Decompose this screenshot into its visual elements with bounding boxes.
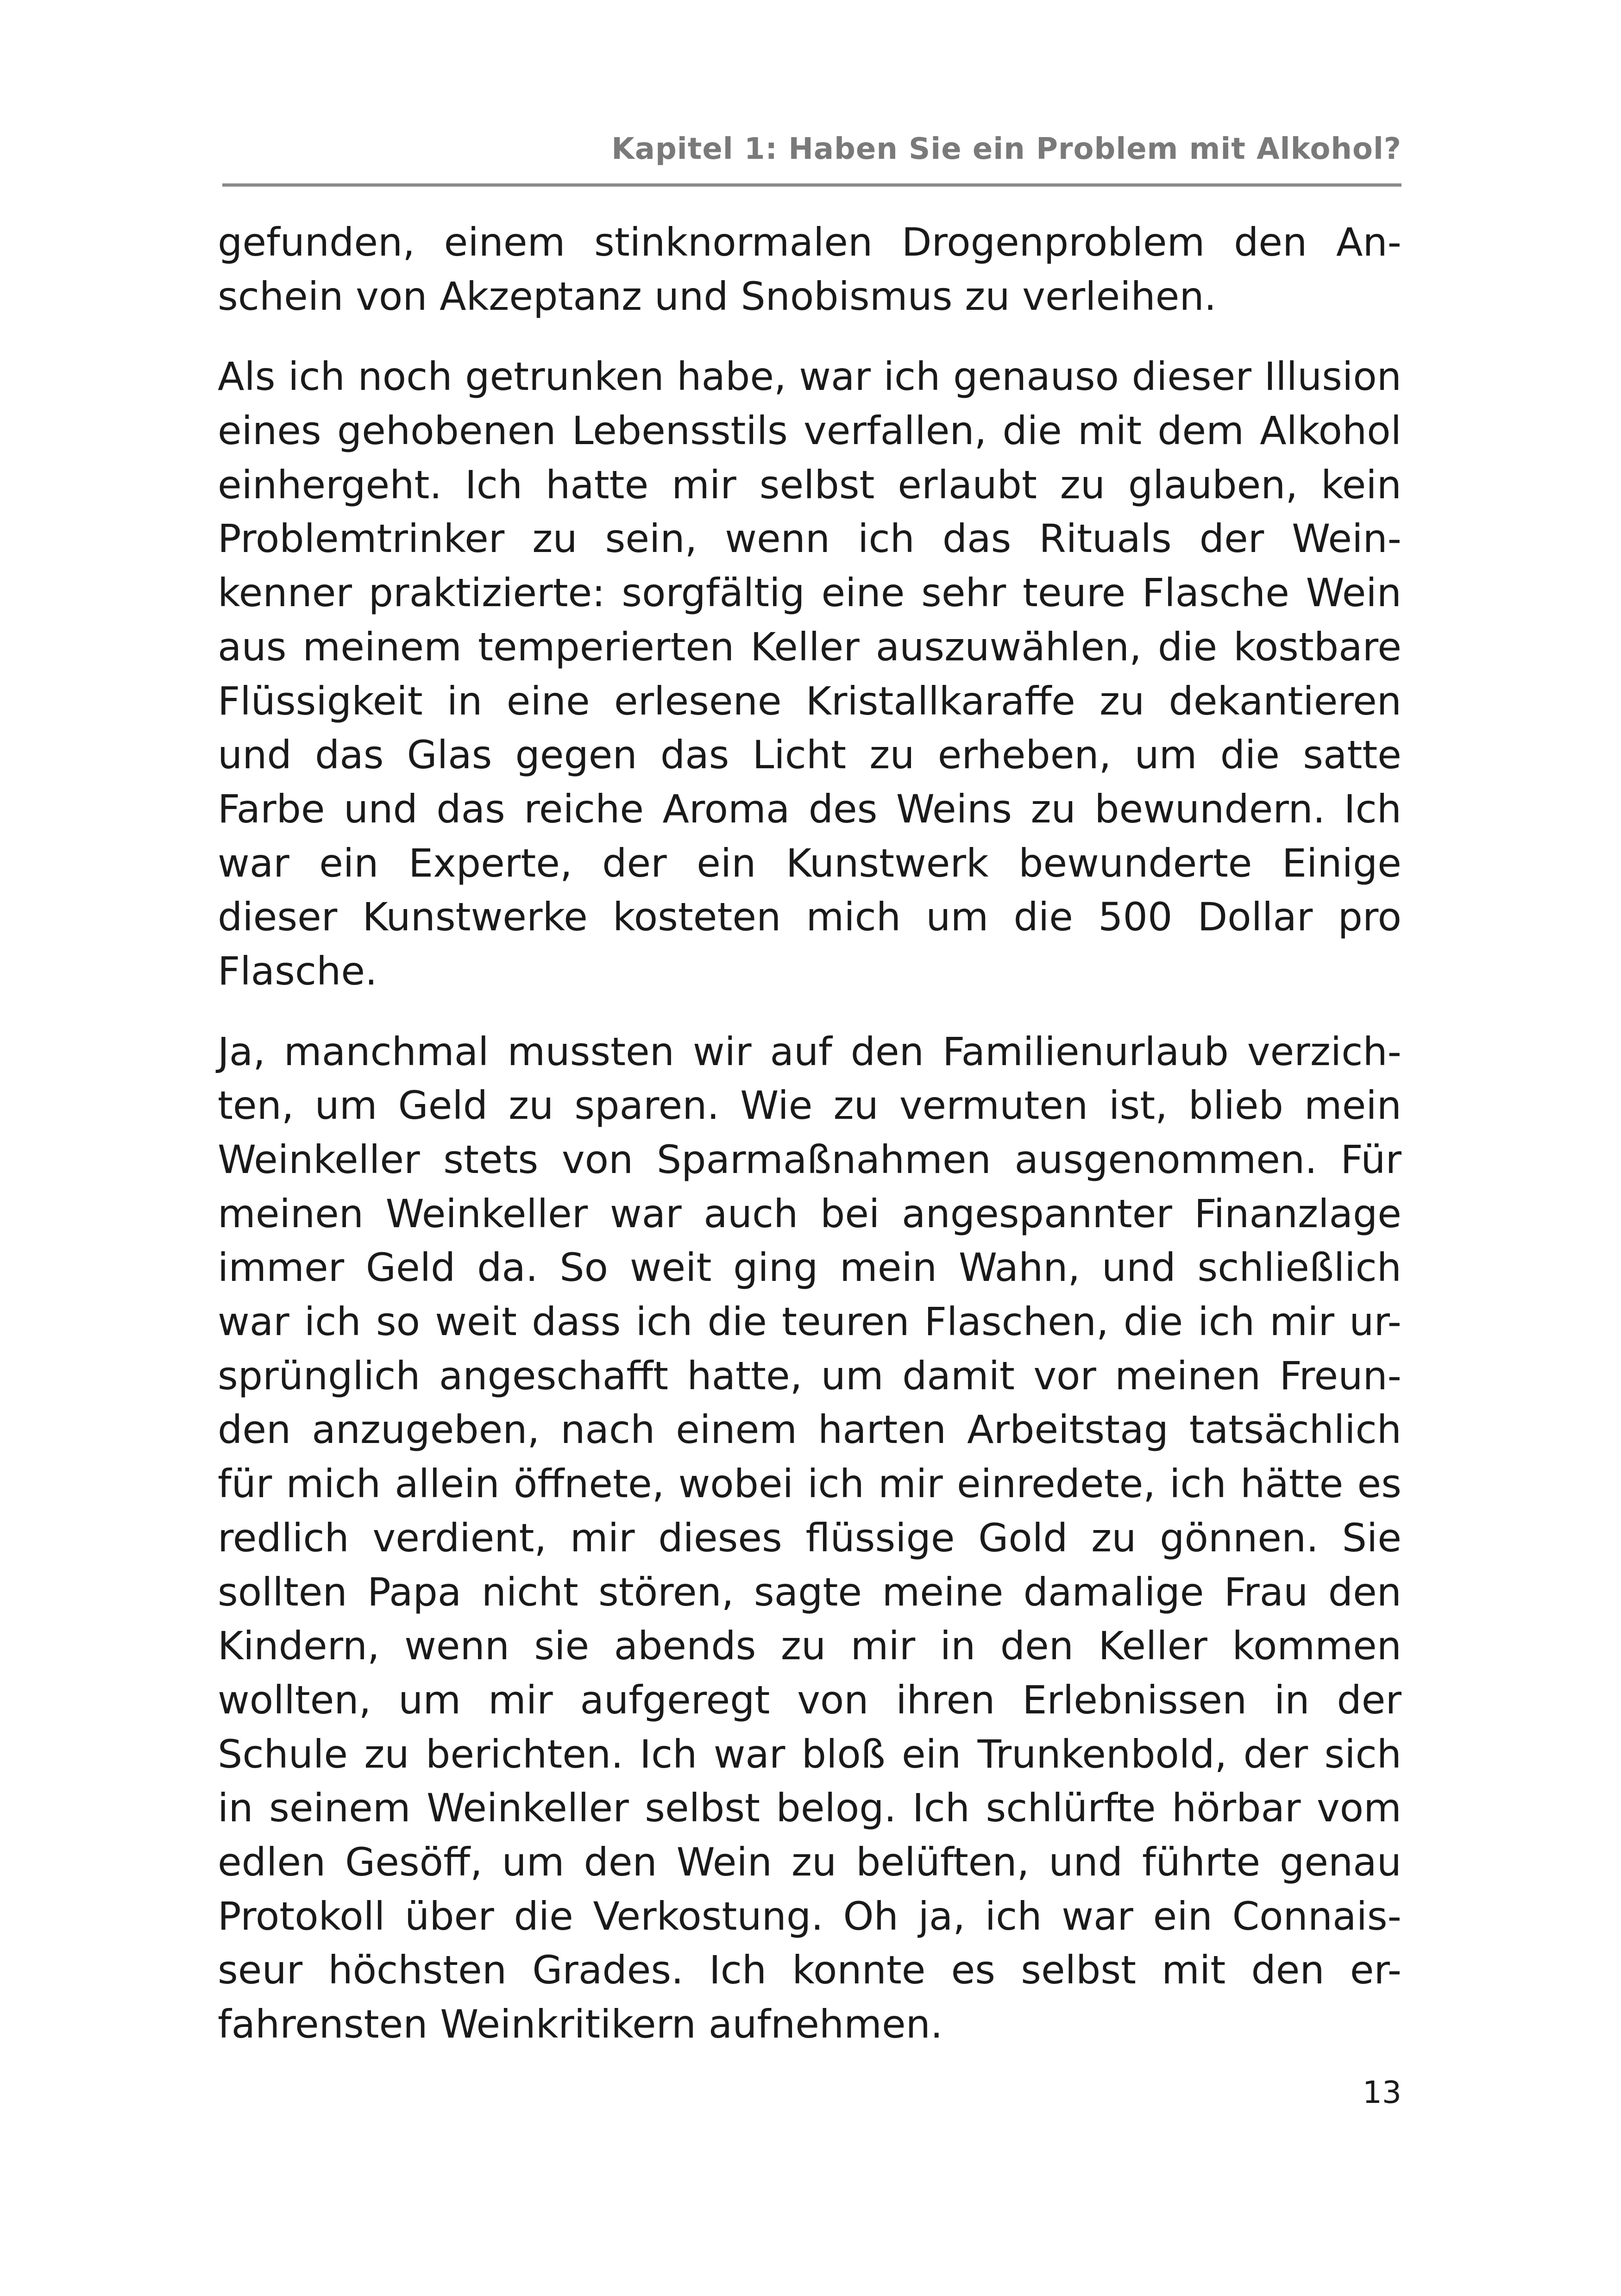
text-line: gefunden, einem stinknormalen Drogenproblem den An-	[218, 220, 1401, 265]
text-line: immer Geld da. So weit ging mein Wahn, und schließlich	[218, 1245, 1401, 1291]
text-line: eines gehobenen Lebensstils verfallen, die mit dem Alkohol	[218, 408, 1401, 454]
text-line: fahrensten Weinkritikern aufnehmen.	[218, 2001, 943, 2047]
header-rule	[222, 183, 1401, 187]
text-line: kenner praktizierte: sorgfältig eine sehr teure Flasche Wein	[218, 570, 1401, 616]
paragraph	[218, 1025, 1401, 2051]
text-line: Weinkeller stets von Sparmaßnahmen ausgenommen. Für	[218, 1137, 1401, 1182]
text-line: den anzugeben, nach einem harten Arbeitstag tatsächlich	[218, 1407, 1401, 1453]
text-line: dieser Kunstwerke kosteten mich um die 500 Dollar pro	[218, 894, 1401, 940]
text-line: seur höchsten Grades. Ich konnte es selbst mit den er-	[218, 1947, 1401, 1993]
text-line: sollten Papa nicht stören, sagte meine damalige Frau den	[218, 1569, 1401, 1615]
text-line: Flasche.	[218, 948, 377, 994]
text-line: Kindern, wenn sie abends zu mir in den Keller kommen	[218, 1623, 1401, 1669]
paragraph	[218, 215, 1401, 323]
text-line: ten, um Geld zu sparen. Wie zu vermuten ist, blieb mein	[218, 1083, 1401, 1129]
text-line: Protokoll über die Verkostung. Oh ja, ich war ein Connais-	[218, 1893, 1401, 1939]
text-line: Flüssigkeit in eine erlesene Kristallkaraffe zu dekantieren	[218, 678, 1401, 724]
text-line: Als ich noch getrunken habe, war ich genauso dieser Illusion	[218, 354, 1401, 400]
text-line: schein von Akzeptanz und Snobismus zu verleihen.	[218, 273, 1217, 319]
body-text	[218, 215, 1401, 2078]
text-line: und das Glas gegen das Licht zu erheben, um die satte	[218, 732, 1401, 778]
page-number: 13	[1363, 2075, 1401, 2110]
text-line: war ich so weit dass ich die teuren Flaschen, die ich mir ur-	[218, 1299, 1401, 1345]
text-line: Farbe und das reiche Aroma des Weins zu bewundern. Ich	[218, 786, 1401, 832]
text-line: für mich allein öffnete, wobei ich mir einredete, ich hätte es	[218, 1461, 1401, 1507]
text-line: aus meinem temperierten Keller auszuwählen, die kostbare	[218, 624, 1401, 670]
running-header: Kapitel 1: Haben Sie ein Problem mit Alkohol?	[611, 132, 1401, 166]
text-line: meinen Weinkeller war auch bei angespannter Finanzlage	[218, 1191, 1401, 1236]
text-line: einhergeht. Ich hatte mir selbst erlaubt zu glauben, kein	[218, 462, 1401, 508]
paragraph	[218, 350, 1401, 998]
text-line: Problemtrinker zu sein, wenn ich das Rituals der Wein-	[218, 516, 1401, 562]
text-line: Ja, manchmal mussten wir auf den Familienurlaub verzich-	[218, 1029, 1401, 1074]
text-line: redlich verdient, mir dieses flüssige Gold zu gönnen. Sie	[218, 1515, 1401, 1561]
text-line: in seinem Weinkeller selbst belog. Ich schlürfte hörbar vom	[218, 1785, 1401, 1831]
text-line: war ein Experte, der ein Kunstwerk bewunderte Einige	[218, 840, 1401, 886]
text-line: Schule zu berichten. Ich war bloß ein Trunkenbold, der sich	[218, 1731, 1401, 1777]
text-line: edlen Gesöff, um den Wein zu belüften, und führte genau	[218, 1839, 1401, 1885]
text-line: sprünglich angeschafft hatte, um damit vor meinen Freun-	[218, 1353, 1401, 1399]
text-line: wollten, um mir aufgeregt von ihren Erlebnissen in der	[218, 1677, 1401, 1723]
